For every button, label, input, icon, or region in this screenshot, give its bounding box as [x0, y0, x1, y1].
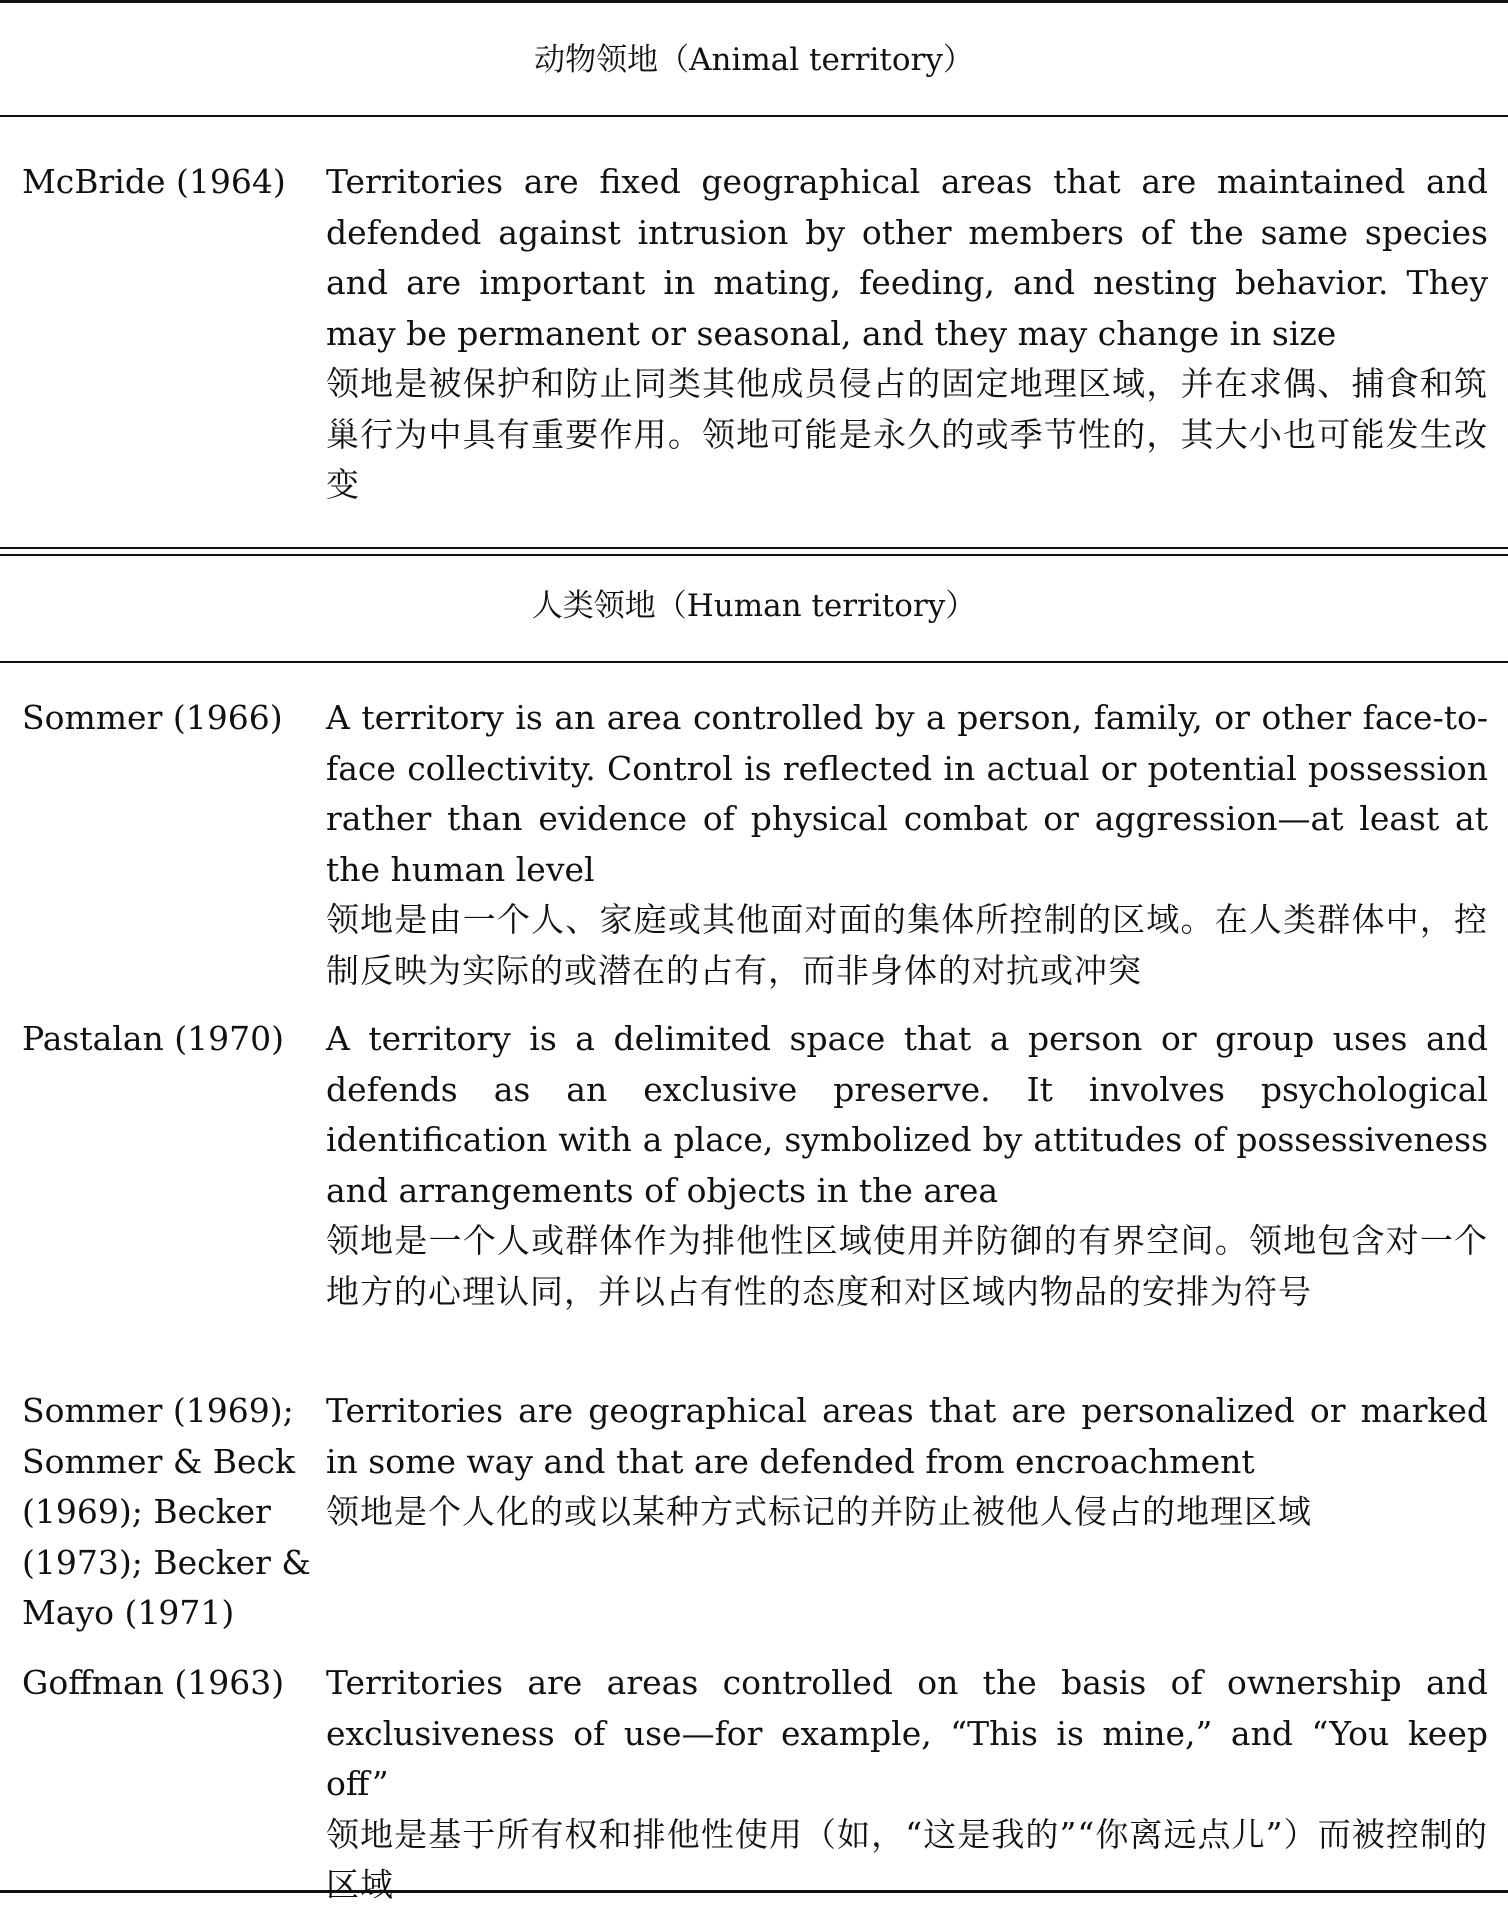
entry-body	[326, 1014, 1488, 1317]
entry-author: McBride (1964)	[22, 162, 286, 201]
entry-chinese: 领地是基于所有权和排他性使用（如，“这是我的”“你离远点儿”）而被控制的区域	[326, 1814, 1488, 1904]
entry-chinese: 领地是个人化的或以某种方式标记的并防止被他人侵占的地理区域	[326, 1492, 1312, 1531]
entry-body	[326, 1658, 1488, 1911]
entry-english: Territories are areas controlled on the basis of ownership and exclusiveness of use—for example, “This is mine,” and “You keep off”	[326, 1663, 1488, 1803]
entry-body	[326, 693, 1488, 996]
entry-body	[326, 1386, 1488, 1538]
section-divider-rule	[0, 554, 1508, 556]
entry-author: Goffman (1963)	[22, 1663, 285, 1702]
entry-english: Territories are geographical areas that are personalized or marked in some way and that are defended from encroachment	[326, 1391, 1488, 1481]
section-rule	[0, 661, 1508, 663]
entry-english: A territory is a delimited space that a person or group uses and defends as an exclusive preserve. It involves psychological identification with a place, symbolized by attitudes of possessiveness and arrangements of objects in the area	[326, 1019, 1488, 1210]
section-heading-human: 人类领地（Human territory）	[531, 588, 977, 624]
entry-author: Sommer (1966)	[22, 698, 283, 737]
section-divider-rule	[0, 547, 1508, 549]
section-rule	[0, 115, 1508, 117]
entry-author: Sommer (1969); Sommer & Beck (1969); Becker (1973); Becker & Mayo (1971)	[22, 1391, 311, 1632]
entry-author: Pastalan (1970)	[22, 1019, 284, 1058]
entry-chinese: 领地是由一个人、家庭或其他面对面的集体所控制的区域。在人类群体中，控制反映为实际的或潜在的占有，而非身体的对抗或冲突	[326, 900, 1488, 990]
entry-chinese: 领地是一个人或群体作为排他性区域使用并防御的有界空间。领地包含对一个地方的心理认同，并以占有性的态度和对区域内物品的安排为符号	[326, 1221, 1488, 1311]
entry-english: Territories are fixed geographical areas that are maintained and defended against intrusion by other members of the same species and are important in mating, feeding, and nesting behavior. They may be permanent or seasonal, and they may change in size	[326, 162, 1488, 353]
entry-chinese: 领地是被保护和防止同类其他成员侵占的固定地理区域，并在求偶、捕食和筑巢行为中具有重要作用。领地可能是永久的或季节性的，其大小也可能发生改变	[326, 364, 1488, 504]
entry-english: A territory is an area controlled by a person, family, or other face-to-face collectivity. Control is reflected in actual or potential possession rather than evidence of physical combat or aggression—at least at the human level	[326, 698, 1488, 889]
entry-body	[326, 157, 1488, 511]
top-rule	[0, 0, 1508, 3]
section-heading-animal: 动物领地（Animal territory）	[534, 42, 974, 78]
